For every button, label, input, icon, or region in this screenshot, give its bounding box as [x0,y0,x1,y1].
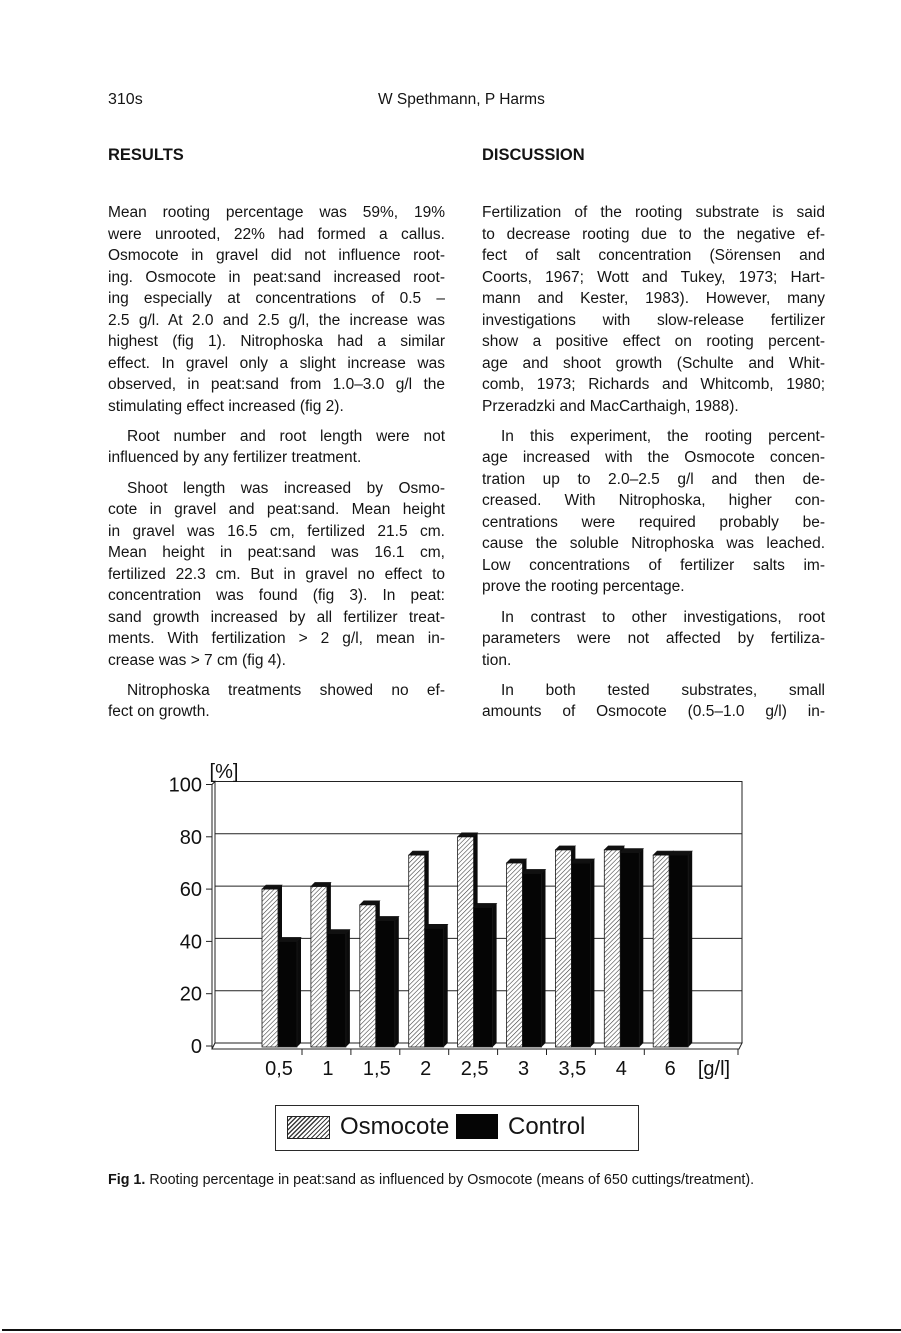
text-line: tration up to 2.0–2.5 g/l and then de- [482,470,825,488]
bar-front-face [311,886,327,1047]
section-heading-results: RESULTS [108,146,184,164]
text-line: show a positive effect on rooting percent- [482,333,825,350]
x-tick-label: 3 [517,1058,530,1080]
section-heading-discussion: DISCUSSION [482,146,585,164]
figure-caption-text: Rooting percentage in peat:sand as influenced by Osmocote (means of 650 cuttings/treatment). [145,1172,755,1188]
bar-front-face [523,873,542,1047]
text-line: creased. With Nitrophoska, higher con- [482,492,825,510]
bar-top-face [523,869,546,873]
x-tick-label: 2 [420,1058,432,1080]
bar-control-2,5 [474,903,497,1047]
text-line: fertilized 22.3 cm. But in gravel no effect to [108,565,445,583]
text-line: Osmocote in gravel did not influence root- [108,247,445,264]
text-line: tion. [482,651,512,669]
text-line: fect on growth. [108,703,210,721]
text-line: fect of salt concentration (Sörensen and [482,247,825,264]
bar-front-face [425,928,444,1047]
bar-top-face [262,885,282,889]
text-line: Mean rooting percentage was 59%, 19% [108,204,445,221]
page-bottom-rule [2,1329,901,1331]
bar-top-face [425,924,448,928]
text-line: age and shoot growth (Schulte and Whit- [482,354,825,372]
y-tick-label: 20 [179,983,202,1006]
bar-top-face [555,846,575,850]
bar-top-face [376,916,399,920]
bar-front-face [620,852,639,1047]
bar-side-face [493,903,497,1047]
text-line: mann and Kester, 1983). However, many [482,290,825,307]
x-tick-label: 0,5 [265,1058,293,1080]
y-tick-label: 0 [190,1036,202,1058]
text-line: centrations were required probably be- [482,513,825,531]
text-line: ments. With fertilization > 2 g/l, mean in- [108,630,445,647]
text-line: amounts of Osmocote (0.5–1.0 g/l) in- [482,703,825,721]
text-line: influenced by any fertilizer treatment. [108,449,362,467]
bar-top-face [474,903,497,907]
bar-control-3 [523,869,546,1047]
bar-top-face [458,833,478,837]
bar-top-face [604,846,624,850]
y-tick-label: 60 [179,879,202,902]
text-line: sand growth increased by all fertilizer treat- [108,608,445,626]
text-line: In contrast to other investigations, root [501,608,825,626]
bar-control-4 [620,848,643,1047]
bar-side-face [590,859,594,1047]
text-line: stimulating effect increased (fig 2). [108,397,344,415]
y-tick-label: 40 [179,931,202,954]
text-line: effect. In gravel only a slight increase was [108,354,445,372]
bar-chart [150,750,770,1090]
bar-front-face [458,837,474,1047]
text-line: Mean height in peat:sand was 16.1 cm, [108,544,445,561]
text-line: Fertilization of the rooting substrate is said [482,204,825,221]
x-tick-label: 1,5 [362,1058,391,1080]
x-tick-label: 1 [322,1058,334,1080]
bar-front-face [653,855,669,1047]
discussion-paragraph-4 [482,680,825,723]
plot-side-wall [212,782,215,1050]
bar-control-0,5 [278,937,301,1047]
text-line: In this experiment, the rooting percent- [501,427,825,445]
discussion-paragraph-1 [482,202,825,417]
text-line: concentration was found (fig 3). In peat: [108,587,445,604]
bar-top-face [620,848,643,852]
x-tick-label: 3,5 [558,1058,587,1080]
bar-side-face [444,924,448,1047]
results-paragraph-1 [108,202,445,417]
running-head-authors: W Spethmann, P Harms [378,91,545,108]
bar-side-face [297,937,301,1047]
text-line: observed, in peat:sand from 1.0–3.0 g/l the [108,376,445,393]
bar-control-2 [425,924,448,1047]
bar-front-face [278,941,297,1047]
text-line: in gravel was 16.5 cm, fertilized 21.5 cm. [108,522,445,540]
bar-control-1 [327,930,350,1047]
text-line: comb, 1973; Richards and Whitcomb, 1980; [482,376,825,393]
text-line: Root number and root length were not [127,427,445,445]
figure-caption-label: Fig 1. [108,1172,146,1188]
bar-side-face [395,916,399,1047]
bar-control-3,5 [571,859,594,1047]
legend-swatch-control-solid [456,1114,498,1139]
bar-front-face [262,889,278,1047]
discussion-paragraph-2 [482,426,825,598]
results-paragraph-3 [108,478,445,672]
bar-control-6 [669,851,692,1047]
bar-side-face [542,869,546,1047]
bar-front-face [604,850,620,1047]
bar-top-face [669,851,692,855]
figure-caption [108,1171,754,1189]
text-line: Przeradzki and MacCarthaigh, 1988). [482,397,739,415]
results-paragraph-2 [108,426,445,469]
text-line: to decrease rooting due to the negative ef- [482,225,825,243]
results-paragraph-4 [108,680,445,723]
bar-front-face [376,920,395,1047]
text-line: Shoot length was increased by Osmo- [127,479,445,497]
text-line: investigations with slow-release fertilizer [482,311,825,329]
bar-front-face [360,905,376,1047]
bar-top-face [571,859,594,863]
text-line: cote in gravel and peat:sand. Mean height [108,501,445,518]
text-line: parameters were not affected by fertiliza- [482,630,825,647]
bar-top-face [507,859,527,863]
bar-control-1,5 [376,916,399,1047]
x-tick-label: 6 [664,1058,676,1080]
text-line: prove the rooting percentage. [482,578,685,596]
legend-swatch-osmocote-hatched [287,1116,330,1139]
x-tick-label: 2,5 [460,1058,489,1080]
bar-top-face [409,851,429,855]
bar-front-face [474,907,493,1047]
text-line: ing. Osmocote in peat:sand increased root- [108,268,445,286]
text-line: highest (fig 1). Nitrophoska had a similar [108,333,445,350]
legend-label-osmocote: Osmocote [340,1113,450,1140]
text-line: were unrooted, 22% had formed a callus. [108,225,445,243]
bar-top-face [327,930,350,934]
discussion-column [482,202,825,723]
bar-side-face [688,851,692,1047]
text-line: ing especially at concentrations of 0.5 – [108,290,445,307]
text-line: crease was > 7 cm (fig 4). [108,651,286,669]
text-line: In both tested substrates, small [501,681,825,699]
bar-front-face [409,855,425,1047]
text-line: 2.5 g/l. At 2.0 and 2.5 g/l, the increase was [108,311,445,329]
bar-top-face [278,937,301,941]
bar-front-face [507,863,523,1047]
y-tick-label: 100 [168,774,202,797]
bar-side-face [346,930,350,1047]
bar-front-face [571,863,590,1047]
discussion-paragraph-3 [482,607,825,672]
legend-label-control: Control [508,1113,586,1140]
text-line: cause the soluble Nitrophoska was leached. [482,535,825,553]
bar-front-face [555,850,571,1047]
text-line: Low concentrations of fertilizer salts im- [482,556,825,574]
y-axis-label: [%] [209,761,239,783]
x-tick-label: 4 [615,1058,627,1080]
bar-side-face [639,848,643,1047]
bar-top-face [360,901,380,905]
chart-legend [275,1105,639,1151]
bar-top-face [311,882,331,886]
bar-front-face [327,934,346,1047]
y-tick-label: 80 [179,826,202,849]
x-axis-unit-label: [g/l] [697,1058,731,1080]
bar-front-face [669,855,688,1047]
page-number: 310s [108,91,143,108]
text-line: age increased with the Osmocote concen- [482,449,825,467]
text-line: Nitrophoska treatments showed no ef- [127,681,445,699]
results-column [108,202,445,723]
text-line: Coorts, 1967; Wott and Tukey, 1973; Hart- [482,268,825,286]
